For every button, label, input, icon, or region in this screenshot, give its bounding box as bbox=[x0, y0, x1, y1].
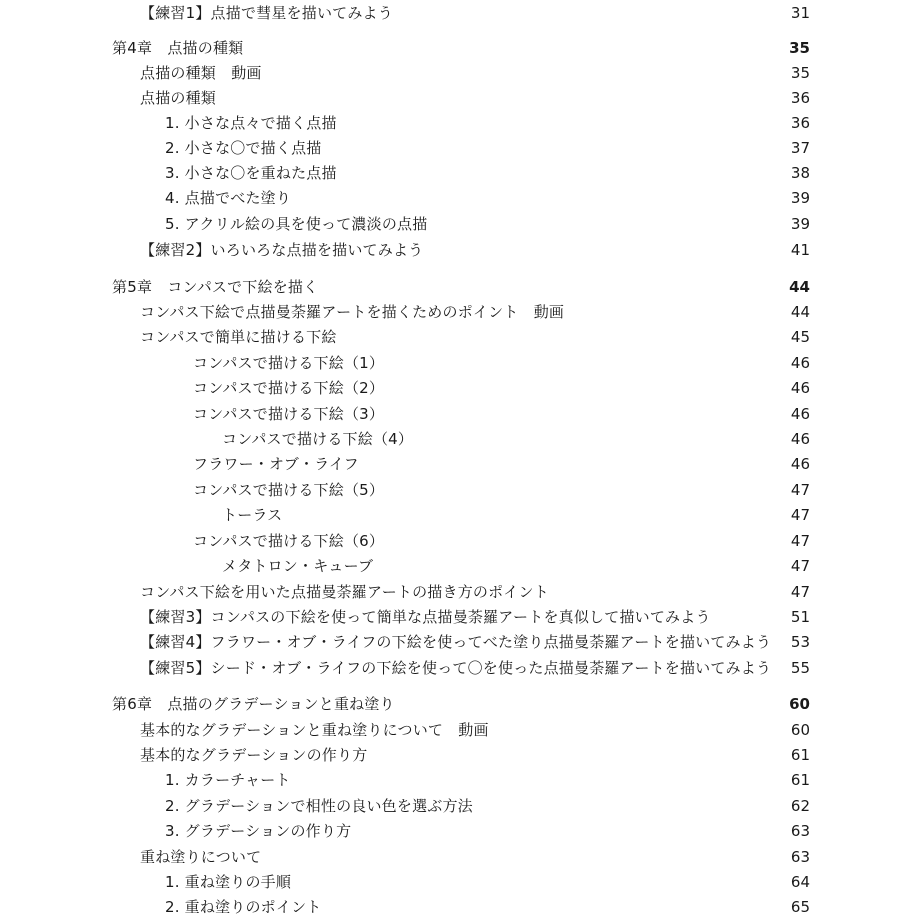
toc-entry-label: コンパスで描ける下絵（5） bbox=[193, 481, 385, 499]
toc-entry-page: 31 bbox=[790, 4, 810, 22]
toc-entry-label: 1. 小さな点々で描く点描 bbox=[165, 114, 337, 132]
toc-entry-label: 重ね塗りについて bbox=[140, 848, 262, 866]
toc-entry-label: メタトロン・キューブ bbox=[222, 557, 374, 575]
toc-entry-page: 39 bbox=[790, 215, 810, 233]
toc-entry-page: 37 bbox=[790, 139, 810, 157]
toc-entry[interactable] bbox=[0, 794, 920, 819]
toc-entry-label: 3. グラデーションの作り方 bbox=[165, 822, 352, 840]
toc-entry[interactable] bbox=[0, 503, 920, 528]
toc-entry[interactable] bbox=[0, 325, 920, 350]
toc-entry-page: 51 bbox=[790, 608, 810, 626]
chapter-page: 44 bbox=[789, 278, 810, 296]
toc-entry-page: 46 bbox=[790, 405, 810, 423]
toc-entry[interactable] bbox=[0, 61, 920, 86]
toc-entry-label: 点描の種類 動画 bbox=[140, 64, 262, 82]
toc-entry-label: 3. 小さな〇を重ねた点描 bbox=[165, 164, 337, 182]
toc-entry-page: 63 bbox=[790, 822, 810, 840]
toc-entry-label: 【練習4】フラワー・オブ・ライフの下絵を使ってべた塗り点描曼荼羅アートを描いてみよう bbox=[140, 633, 772, 651]
toc-entry-label: 基本的なグラデーションと重ね塗りについて 動画 bbox=[140, 721, 489, 739]
toc-entry-label: 2. 小さな〇で描く点描 bbox=[165, 139, 322, 157]
toc-entry[interactable] bbox=[0, 402, 920, 427]
toc-entry-page: 35 bbox=[790, 64, 810, 82]
toc-entry-label: コンパス下絵を用いた点描曼荼羅アートの描き方のポイント bbox=[140, 583, 549, 601]
toc-chapter-4[interactable] bbox=[0, 36, 920, 61]
toc-entry-label: コンパスで描ける下絵（3） bbox=[193, 405, 385, 423]
toc-entry-page: 47 bbox=[790, 583, 810, 601]
toc-entry[interactable] bbox=[0, 452, 920, 477]
toc-entry-label: 2. 重ね塗りのポイント bbox=[165, 898, 322, 916]
toc-entry-practice-3[interactable] bbox=[0, 605, 920, 630]
toc-entry-page: 64 bbox=[790, 873, 810, 891]
toc-entry-page: 46 bbox=[790, 354, 810, 372]
toc-entry-practice-2[interactable] bbox=[0, 238, 920, 263]
toc-entry-label: 【練習5】シード・オブ・ライフの下絵を使って〇を使った点描曼荼羅アートを描いてみよう bbox=[140, 659, 772, 677]
chapter-title: 第5章 コンパスで下絵を描く bbox=[112, 278, 319, 296]
toc-entry-page: 60 bbox=[790, 721, 810, 739]
toc-entry[interactable] bbox=[0, 111, 920, 136]
toc-entry-page: 46 bbox=[790, 455, 810, 473]
toc-entry-page: 41 bbox=[790, 241, 810, 259]
toc-entry-label: 1. カラーチャート bbox=[165, 771, 291, 789]
toc-entry-page: 47 bbox=[790, 506, 810, 524]
toc-chapter-5[interactable] bbox=[0, 275, 920, 300]
toc-entry[interactable] bbox=[0, 300, 920, 325]
toc-entry-page: 39 bbox=[790, 189, 810, 207]
toc-entry-page: 45 bbox=[790, 328, 810, 346]
toc-entry[interactable] bbox=[0, 478, 920, 503]
toc-entry[interactable] bbox=[0, 743, 920, 768]
toc-entry-practice-5[interactable] bbox=[0, 656, 920, 681]
toc-chapter-6[interactable] bbox=[0, 692, 920, 717]
toc-entry-page: 36 bbox=[790, 89, 810, 107]
toc-entry-label: 5. アクリル絵の具を使って濃淡の点描 bbox=[165, 215, 428, 233]
toc-entry[interactable] bbox=[0, 819, 920, 844]
toc-entry-page: 65 bbox=[790, 898, 810, 916]
toc-entry[interactable] bbox=[0, 554, 920, 579]
toc-entry[interactable] bbox=[0, 351, 920, 376]
toc-entry-page: 46 bbox=[790, 379, 810, 397]
toc-entry[interactable] bbox=[0, 845, 920, 870]
toc-entry-label: コンパス下絵で点描曼荼羅アートを描くためのポイント 動画 bbox=[140, 303, 565, 321]
toc-entry-page: 44 bbox=[790, 303, 810, 321]
toc-entry-label: 点描の種類 bbox=[140, 89, 217, 107]
toc-entry-page: 53 bbox=[790, 633, 810, 651]
toc-entry-label: 2. グラデーションで相性の良い色を選ぶ方法 bbox=[165, 797, 473, 815]
toc-entry[interactable] bbox=[0, 718, 920, 743]
toc-entry[interactable] bbox=[0, 895, 920, 920]
toc-entry[interactable] bbox=[0, 427, 920, 452]
toc-entry-page: 36 bbox=[790, 114, 810, 132]
toc-entry-page: 38 bbox=[790, 164, 810, 182]
toc-entry-label: コンパスで簡単に描ける下絵 bbox=[140, 328, 337, 346]
toc-entry-label: トーラス bbox=[222, 506, 283, 524]
toc-entry-label: フラワー・オブ・ライフ bbox=[193, 455, 359, 473]
toc-entry-page: 47 bbox=[790, 481, 810, 499]
toc-entry-page: 61 bbox=[790, 746, 810, 764]
chapter-page: 60 bbox=[789, 695, 810, 713]
toc-entry-label: 1. 重ね塗りの手順 bbox=[165, 873, 292, 891]
toc-entry-page: 61 bbox=[790, 771, 810, 789]
toc-entry-label: 【練習1】点描で彗星を描いてみよう bbox=[140, 4, 393, 22]
toc-entry-page: 47 bbox=[790, 557, 810, 575]
toc-entry[interactable] bbox=[0, 870, 920, 895]
toc-entry-label: 【練習3】コンパスの下絵を使って簡単な点描曼荼羅アートを真似して描いてみよう bbox=[140, 608, 711, 626]
chapter-title: 第4章 点描の種類 bbox=[112, 39, 244, 57]
toc-entry-label: 【練習2】いろいろな点描を描いてみよう bbox=[140, 241, 424, 259]
toc-entry[interactable] bbox=[0, 186, 920, 211]
toc-entry-page: 46 bbox=[790, 430, 810, 448]
toc-entry-label: コンパスで描ける下絵（6） bbox=[193, 532, 385, 550]
toc-entry-page: 63 bbox=[790, 848, 810, 866]
toc-entry-practice-1[interactable] bbox=[0, 1, 920, 26]
toc-entry[interactable] bbox=[0, 768, 920, 793]
toc-entry[interactable] bbox=[0, 376, 920, 401]
toc-entry[interactable] bbox=[0, 580, 920, 605]
chapter-title: 第6章 点描のグラデーションと重ね塗り bbox=[112, 695, 395, 713]
toc-entry[interactable] bbox=[0, 212, 920, 237]
toc-entry[interactable] bbox=[0, 161, 920, 186]
toc-entry-page: 47 bbox=[790, 532, 810, 550]
toc-entry-label: 4. 点描でべた塗り bbox=[165, 189, 292, 207]
toc-entry-label: コンパスで描ける下絵（4） bbox=[222, 430, 414, 448]
toc-entry-label: 基本的なグラデーションの作り方 bbox=[140, 746, 368, 764]
toc-entry-label: コンパスで描ける下絵（2） bbox=[193, 379, 385, 397]
toc-entry-page: 55 bbox=[790, 659, 810, 677]
toc-entry-label: コンパスで描ける下絵（1） bbox=[193, 354, 385, 372]
toc-entry[interactable] bbox=[0, 529, 920, 554]
toc-entry[interactable] bbox=[0, 86, 920, 111]
chapter-page: 35 bbox=[789, 39, 810, 57]
toc-entry-practice-4[interactable] bbox=[0, 630, 920, 655]
toc-entry[interactable] bbox=[0, 136, 920, 161]
toc-entry-page: 62 bbox=[790, 797, 810, 815]
